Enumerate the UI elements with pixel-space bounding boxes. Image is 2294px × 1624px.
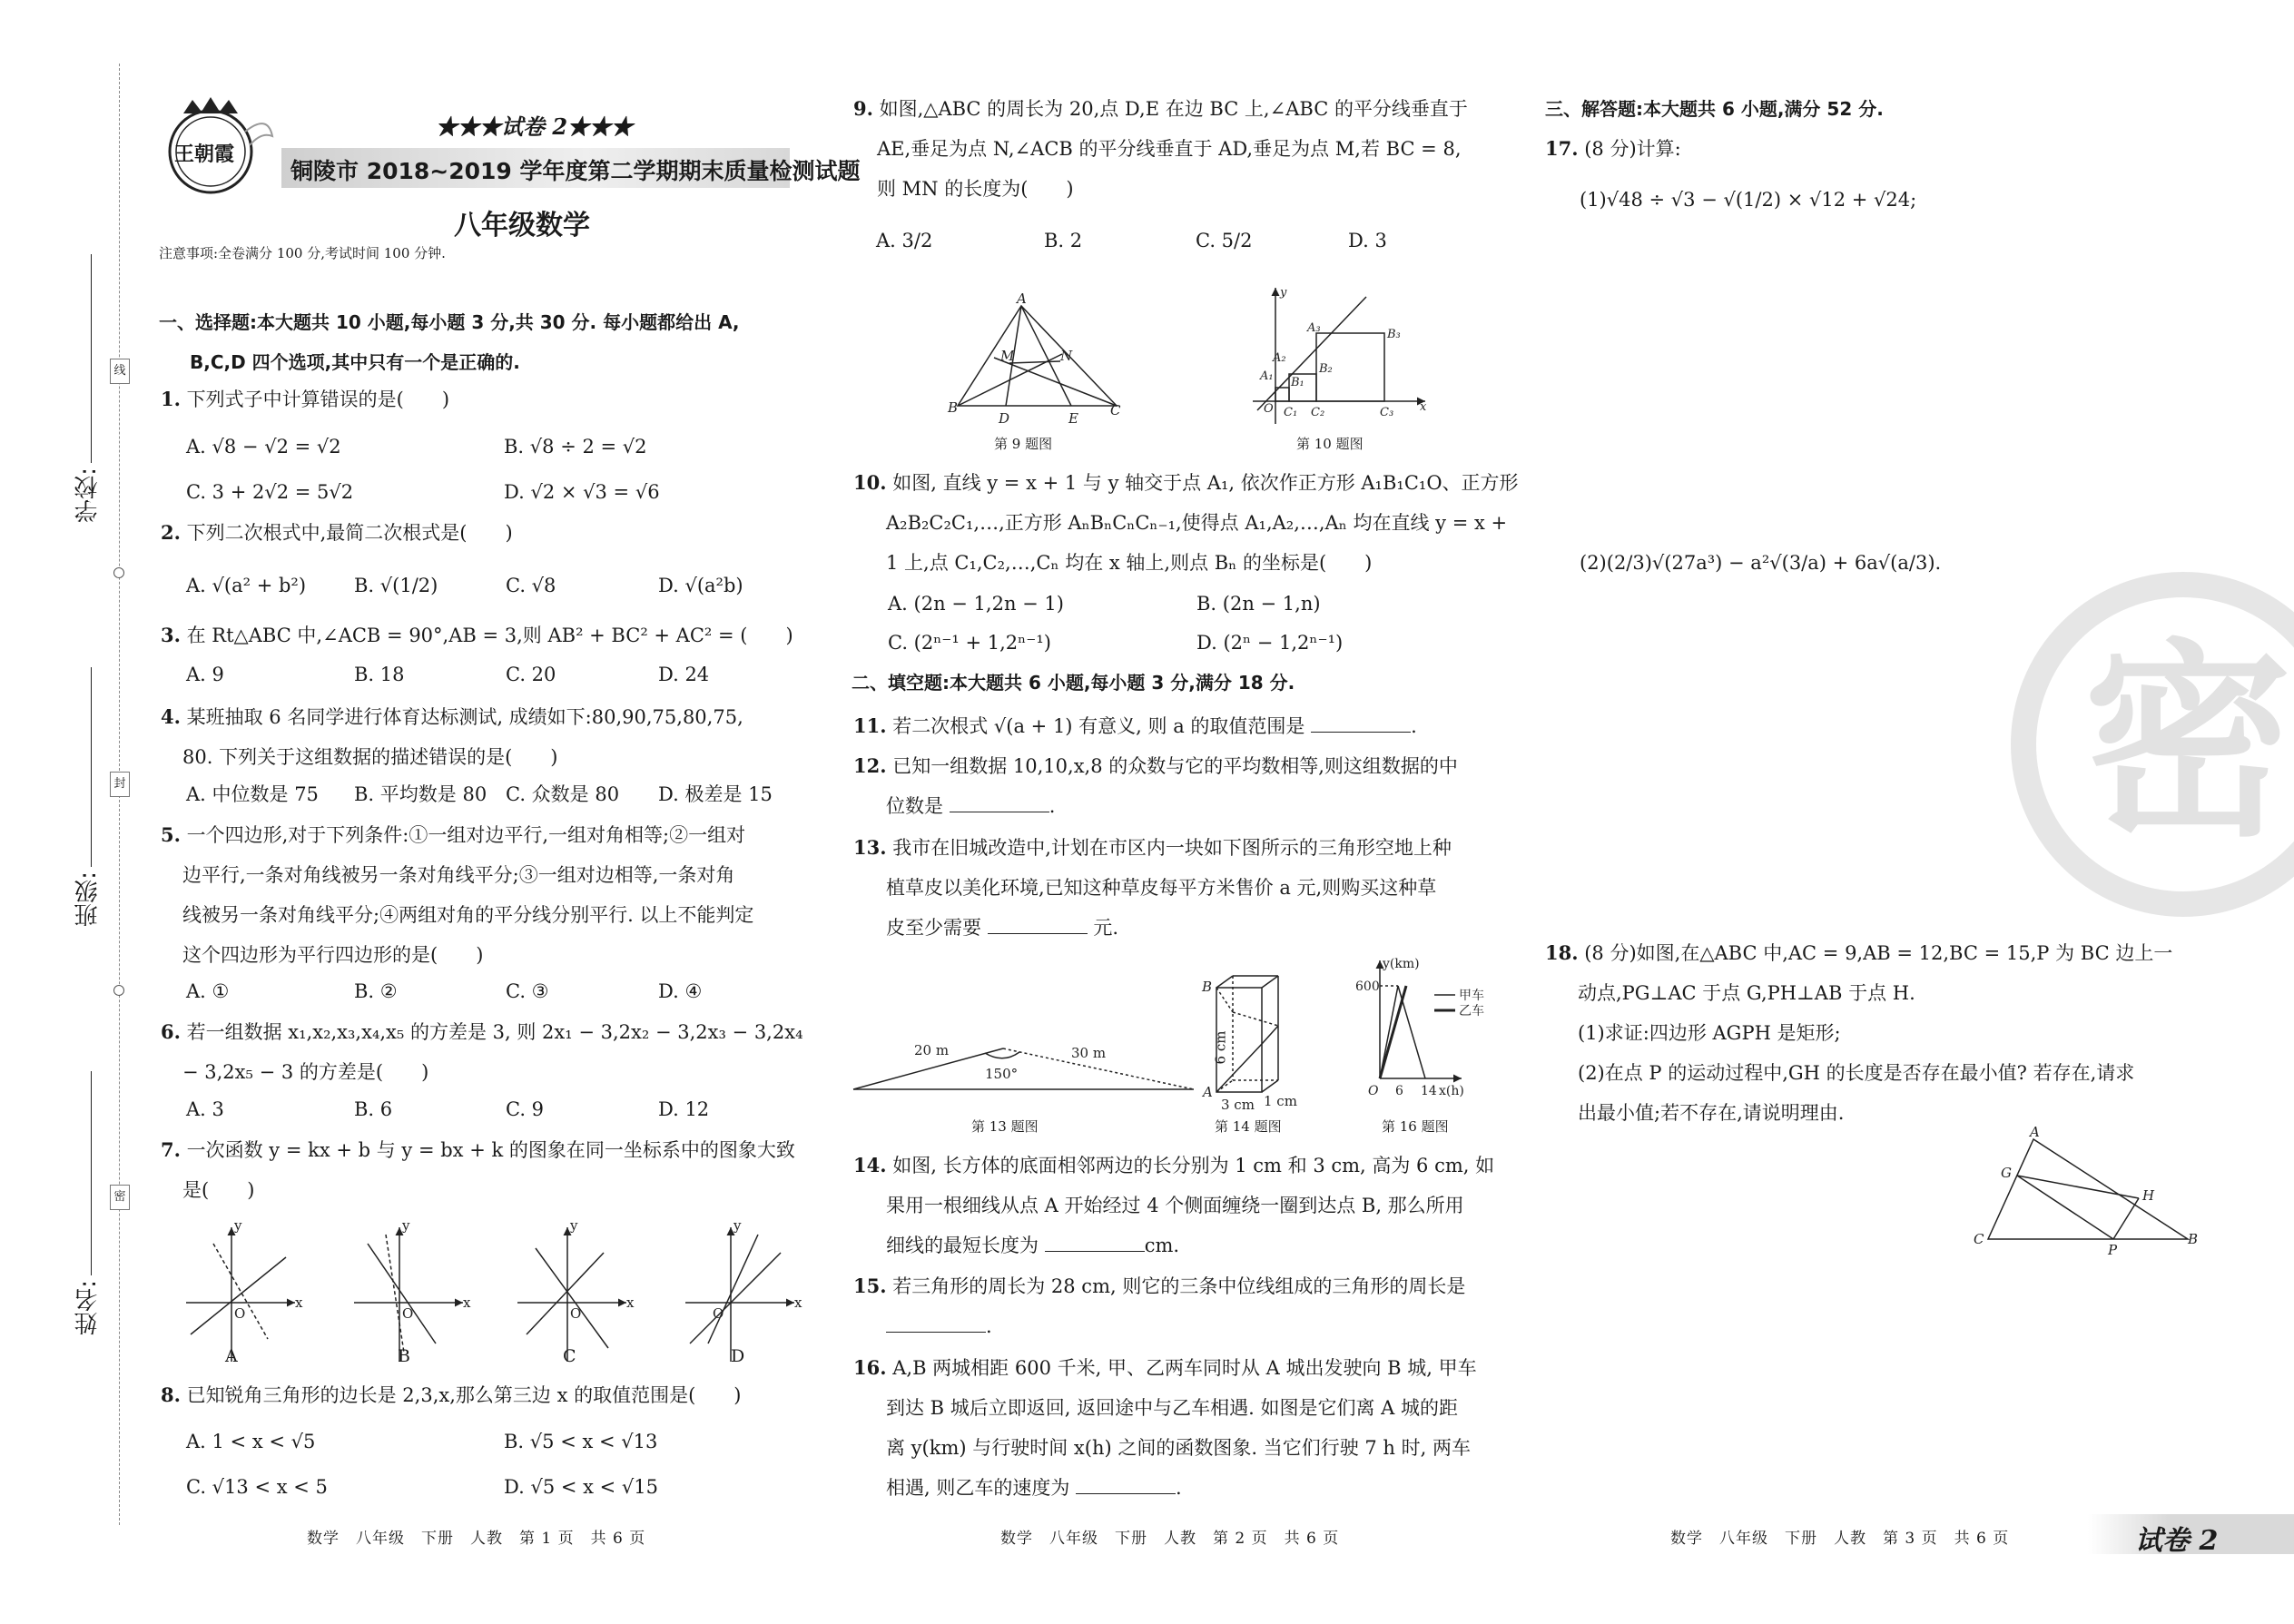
- watermark-char: 密: [2083, 623, 2293, 865]
- q2-option-b[interactable]: B. √(1/2): [354, 575, 438, 596]
- q11-answer-blank[interactable]: [1311, 714, 1411, 733]
- q9-option-c[interactable]: C. 5/2: [1196, 230, 1253, 251]
- svg-text:M: M: [1000, 348, 1015, 364]
- svg-text:y: y: [1280, 286, 1287, 300]
- q16-origin: O: [1368, 1084, 1379, 1098]
- q13-caption: 第 13 题图: [971, 1118, 1039, 1135]
- svg-text:y: y: [570, 1217, 578, 1234]
- binding-tag-secret: 密: [110, 1185, 130, 1210]
- svg-text:x: x: [794, 1294, 802, 1311]
- question-8: 8. 已知锐角三角形的边长是 2,3,x,那么第三边 x 的取值范围是( ): [161, 1383, 742, 1406]
- q16-caption: 第 16 题图: [1382, 1118, 1449, 1135]
- page-footer-3: 数学 八年级 下册 人教 第 3 页 共 6 页: [1670, 1530, 2010, 1548]
- q13-angle: 150°: [985, 1066, 1019, 1082]
- question-17: 17. (8 分)计算:: [1545, 137, 1681, 160]
- svg-text:O: O: [713, 1305, 724, 1322]
- q15-answer-blank[interactable]: [886, 1314, 986, 1333]
- q14-point-a: A: [1203, 1084, 1213, 1100]
- header: [154, 95, 861, 313]
- q7-graph-c: [517, 1227, 626, 1362]
- question-7: 7. 一次函数 y = kx + b 与 y = bx + k 的图象在同一坐标系中的图象大致 是( ): [161, 1138, 795, 1201]
- binding-tag-line: 线: [110, 359, 130, 384]
- question-9: 9. 如图,△ABC 的周长为 20,点 D,E 在边 BC 上,∠ABC 的平分线垂直于 AE,垂足为点 N,∠ACB 的平分线垂直于 AD,垂足为点 M,若 BC = 8, 则 MN 的长度为( ): [853, 97, 1468, 200]
- page-footer-1: 数学 八年级 下册 人教 第 1 页 共 6 页: [307, 1530, 646, 1548]
- school-label: 学校:: [74, 468, 102, 523]
- q9-option-b[interactable]: B. 2: [1044, 230, 1083, 251]
- svg-text:y: y: [402, 1217, 410, 1234]
- question-16: 16. A,B 两城相距 600 千米, 甲、乙两车同时从 A 城出发驶向 B 城, 甲车 到达 B 城后立即返回, 返回途中与乙车相遇. 如图是它们离 A 城的距 离 y(km) 与行驶时间 x(h) 之间的函数图象. 当它们行驶 7 h 时, 两车 相遇, 则乙车的速度为 .: [853, 1356, 1477, 1499]
- svg-text:O: O: [234, 1305, 246, 1322]
- question-15: 15. 若三角形的周长为 28 cm, 则它的三条中位线组成的三角形的周长是 .: [853, 1275, 1466, 1337]
- binding-hole: [113, 985, 124, 996]
- q10-option-c[interactable]: C. (2ⁿ⁻¹ + 1,2ⁿ⁻¹): [888, 632, 1051, 654]
- q16-figure: [1348, 951, 1502, 1106]
- name-field[interactable]: [91, 1071, 92, 1275]
- q7-label-b[interactable]: B: [398, 1346, 410, 1366]
- q2-option-a[interactable]: A. √(a² + b²): [186, 575, 307, 596]
- q14-width: 3 cm: [1221, 1097, 1255, 1112]
- svg-text:C₃: C₃: [1380, 406, 1394, 419]
- q3-option-b[interactable]: B. 18: [354, 664, 405, 685]
- q8-option-d[interactable]: D. √5 < x < √15: [504, 1476, 659, 1498]
- q10-option-a[interactable]: A. (2n − 1,2n − 1): [888, 593, 1064, 615]
- q7-graph-b: [354, 1227, 463, 1362]
- svg-text:O: O: [402, 1305, 414, 1322]
- svg-text:x: x: [1420, 400, 1427, 414]
- svg-text:C₂: C₂: [1311, 406, 1325, 419]
- q4-option-a[interactable]: A. 中位数是 75: [186, 783, 319, 805]
- svg-text:C: C: [1974, 1231, 1984, 1247]
- q16-legend-yi: 乙车: [1459, 1004, 1484, 1019]
- q3-option-d[interactable]: D. 24: [658, 664, 710, 685]
- question-1: 1. 下列式子中计算错误的是( ): [161, 388, 450, 410]
- name-label: 姓名:: [74, 1280, 102, 1335]
- question-12: 12. 已知一组数据 10,10,x,8 的众数与它的平均数相等,则这组数据的中 位数是 .: [853, 754, 1458, 817]
- svg-text:C₁: C₁: [1284, 406, 1298, 419]
- class-label: 班级:: [74, 871, 102, 927]
- q16-answer-blank[interactable]: [1076, 1475, 1176, 1494]
- q3-option-c[interactable]: C. 20: [506, 664, 556, 685]
- q6-option-a[interactable]: A. 3: [186, 1098, 224, 1120]
- question-11: 11. 若二次根式 √(a + 1) 有意义, 则 a 的取值范围是 .: [853, 714, 1417, 737]
- q16-x14: 14: [1421, 1084, 1437, 1098]
- q13-side1: 20 m: [914, 1042, 950, 1058]
- svg-text:x: x: [463, 1294, 471, 1311]
- svg-text:P: P: [2108, 1242, 2118, 1257]
- svg-text:G: G: [2001, 1165, 2012, 1181]
- q9-option-a[interactable]: A. 3/2: [876, 230, 933, 251]
- q10-caption: 第 10 题图: [1296, 436, 1364, 452]
- svg-text:D: D: [999, 410, 1010, 427]
- svg-text:x: x: [295, 1294, 303, 1311]
- q5-option-c[interactable]: C. ③: [506, 980, 549, 1002]
- q12-answer-blank[interactable]: [950, 793, 1049, 812]
- svg-text:y: y: [234, 1217, 242, 1234]
- q16-y600: 600: [1355, 979, 1380, 994]
- question-18: 18. (8 分)如图,在△ABC 中,AC = 9,AB = 12,BC = 15,P 为 BC 边上一 动点,PG⊥AC 于点 G,PH⊥AB 于点 H. (1)求证:四边形 AGPH 是矩形; (2)在点 P 的运动过程中,GH 的长度是否存在最小值? 若存在,请求 出最小值;若不存在,请说明理由.: [1545, 941, 2173, 1124]
- q16-x6: 6: [1395, 1084, 1403, 1098]
- svg-text:B: B: [948, 399, 959, 416]
- q14-height: 6 cm: [1212, 1030, 1229, 1065]
- q16-xlabel: x(h): [1439, 1084, 1464, 1098]
- q17-part-2: (2)(2/3)√(27a³) − a²√(3/a) + 6a√(a/3).: [1580, 552, 1942, 574]
- q9-option-d[interactable]: D. 3: [1348, 230, 1387, 251]
- question-10: 10. 如图, 直线 y = x + 1 与 y 轴交于点 A₁, 依次作正方形 A₁B₁C₁O、正方形 A₂B₂C₂C₁,…,正方形 AₙBₙCₙCₙ₋₁,使得点 A₁,A₂,…,Aₙ 均在直线 y = x + 1 上,点 C₁,C₂,…,Cₙ 均在 x 轴上,则点 Bₙ 的坐标是( ): [853, 471, 1519, 574]
- q6-option-c[interactable]: C. 9: [506, 1098, 545, 1120]
- q1-option-c[interactable]: C. 3 + 2√2 = 5√2: [186, 481, 354, 503]
- q4-option-b[interactable]: B. 平均数是 80: [354, 783, 487, 805]
- q8-option-a[interactable]: A. 1 < x < √5: [186, 1431, 316, 1452]
- svg-text:O: O: [570, 1305, 582, 1322]
- q2-option-d[interactable]: D. √(a²b): [658, 575, 743, 596]
- logo-text: 王朝霞: [174, 143, 235, 166]
- q7-graph-d: [685, 1227, 794, 1362]
- q6-option-b[interactable]: B. 6: [354, 1098, 393, 1120]
- q5-option-b[interactable]: B. ②: [354, 980, 398, 1002]
- svg-text:A₁: A₁: [1260, 369, 1274, 383]
- q1-option-a[interactable]: A. √8 − √2 = √2: [186, 436, 341, 458]
- q8-option-b[interactable]: B. √5 < x < √13: [504, 1431, 658, 1452]
- svg-text:H: H: [2142, 1187, 2155, 1204]
- q16-legend-jia: 甲车: [1459, 989, 1484, 1003]
- question-5: 5. 一个四边形,对于下列条件:①一组对边平行,一组对角相等;②一组对 边平行,一条对角线被另一条对角线平分;③一组对边相等,一条对角 线被另一条对角线平分;④两组对角的平分线分别平行. 以上不能判定 这个四边形为平行四边形的是( ): [161, 823, 754, 966]
- footer-badge: 试卷 2: [2135, 1525, 2219, 1557]
- svg-text:E: E: [1068, 410, 1078, 427]
- svg-text:y: y: [733, 1217, 742, 1234]
- q7-graphs: [177, 1216, 803, 1371]
- school-field[interactable]: [91, 254, 92, 463]
- q2-option-c[interactable]: C. √8: [506, 575, 556, 596]
- q10-option-d[interactable]: D. (2ⁿ − 1,2ⁿ⁻¹): [1196, 632, 1344, 654]
- q13-answer-blank[interactable]: [988, 915, 1088, 934]
- paper-label: ★★★试卷 2★★★: [436, 113, 634, 140]
- q1-option-d[interactable]: D. √2 × √3 = √6: [504, 481, 660, 503]
- svg-text:A: A: [2030, 1126, 2040, 1140]
- q14-answer-blank[interactable]: [1045, 1233, 1145, 1252]
- question-2: 2. 下列二次根式中,最简二次根式是( ): [161, 521, 513, 544]
- exam-title: 铜陵市 2018~2019 学年度第二学期期末质量检测试题: [290, 158, 861, 184]
- q1-option-b[interactable]: B. √8 ÷ 2 = √2: [504, 436, 647, 458]
- q14-point-b: B: [1202, 979, 1213, 995]
- q17-part-1: (1)√48 ÷ √3 − √(1/2) × √12 + √24;: [1580, 189, 1917, 211]
- section3-heading: 三、解答题:本大题共 6 小题,满分 52 分.: [1545, 98, 1884, 120]
- q8-option-c[interactable]: C. √13 < x < 5: [186, 1476, 328, 1498]
- svg-text:O: O: [1264, 402, 1274, 416]
- binding-hole: [113, 567, 124, 578]
- q5-option-a[interactable]: A. ①: [186, 980, 230, 1002]
- binding-tag-seal: 封: [110, 772, 130, 797]
- question-13: 13. 我市在旧城改造中,计划在市区内一块如下图所示的三角形空地上种 植草皮以美化环境,已知这种草皮每平方米售价 a 元,则购买这种草 皮至少需要 元.: [853, 836, 1452, 939]
- svg-text:A₂: A₂: [1273, 351, 1286, 365]
- exam-notice: 注意事项:全卷满分 100 分,考试时间 100 分钟.: [159, 245, 446, 261]
- q13-figure: [849, 1017, 1198, 1103]
- q9-figure: [944, 292, 1126, 428]
- q5-option-d[interactable]: D. ④: [658, 980, 703, 1002]
- q4-option-d[interactable]: D. 极差是 15: [658, 783, 773, 805]
- q7-label-d[interactable]: D: [731, 1346, 745, 1366]
- class-field[interactable]: [91, 667, 92, 867]
- question-6: 6. 若一组数据 x₁,x₂,x₃,x₄,x₅ 的方差是 3, 则 2x₁ − 3,2x₂ − 3,2x₃ − 3,2x₄ − 3,2x₅ − 3 的方差是( ): [161, 1020, 803, 1083]
- question-14: 14. 如图, 长方体的底面相邻两边的长分别为 1 cm 和 3 cm, 高为 6 cm, 如 果用一根细线从点 A 开始经过 4 个侧面缠绕一圈到达点 B, 那么所用 细线的最短长度为 cm.: [853, 1154, 1495, 1256]
- svg-text:B₃: B₃: [1387, 328, 1401, 341]
- page-footer-2: 数学 八年级 下册 人教 第 2 页 共 6 页: [1000, 1530, 1340, 1548]
- svg-text:A: A: [1017, 292, 1027, 307]
- binding-margin: [0, 0, 145, 1624]
- q6-option-d[interactable]: D. 12: [658, 1098, 710, 1120]
- q13-side2: 30 m: [1071, 1045, 1107, 1061]
- q9-caption: 第 9 题图: [994, 436, 1053, 452]
- svg-text:x: x: [626, 1294, 635, 1311]
- svg-text:B₂: B₂: [1319, 362, 1333, 376]
- section2-heading: 二、填空题:本大题共 6 小题,每小题 3 分,满分 18 分.: [852, 672, 1295, 694]
- q14-depth: 1 cm: [1264, 1093, 1297, 1109]
- question-3: 3. 在 Rt△ABC 中,∠ACB = 90°,AB = 3,则 AB² + BC² + AC² = ( ): [161, 624, 793, 646]
- svg-text:C: C: [1110, 402, 1121, 418]
- q7-label-c[interactable]: C: [563, 1346, 576, 1366]
- q14-caption: 第 14 题图: [1215, 1118, 1282, 1135]
- q4-option-c[interactable]: C. 众数是 80: [506, 783, 620, 805]
- q3-option-a[interactable]: A. 9: [186, 664, 224, 685]
- question-4: 4. 某班抽取 6 名同学进行体育达标测试, 成绩如下:80,90,75,80,75, 80. 下列关于这组数据的描述错误的是( ): [161, 705, 743, 768]
- q16-ylabel: y(km): [1383, 957, 1420, 971]
- svg-text:A₃: A₃: [1307, 321, 1321, 335]
- q10-figure: [1253, 283, 1434, 428]
- q7-label-a[interactable]: A: [225, 1346, 238, 1366]
- svg-text:N: N: [1060, 348, 1073, 364]
- section1-heading: 一、选择题:本大题共 10 小题,每小题 3 分,共 30 分. 每小题都给出 A, B,C,D 四个选项,其中只有一个是正确的.: [159, 311, 740, 373]
- subject-title: 八年级数学: [454, 210, 590, 241]
- svg-text:B: B: [2188, 1231, 2199, 1247]
- q7-graph-a: [186, 1227, 295, 1362]
- q10-option-b[interactable]: B. (2n − 1,n): [1196, 593, 1321, 615]
- svg-text:B₁: B₁: [1291, 376, 1305, 389]
- q18-figure: [1961, 1126, 2206, 1257]
